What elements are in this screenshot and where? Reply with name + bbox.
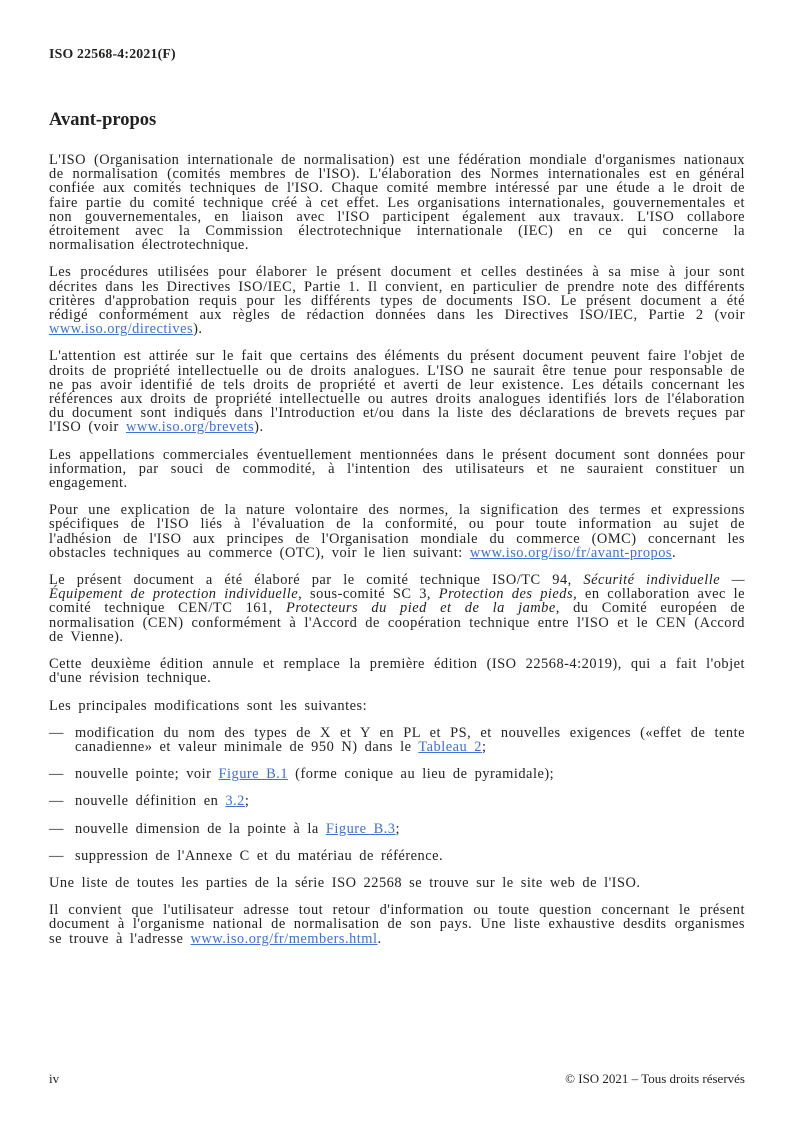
inline-link[interactable]: Tableau 2 bbox=[418, 738, 482, 755]
dash-marker: — bbox=[49, 766, 64, 783]
paragraph-procedures bbox=[49, 265, 745, 336]
text-run: nouvelle définition en bbox=[75, 793, 226, 810]
paragraph-series-list bbox=[49, 876, 745, 890]
dash-marker: — bbox=[49, 820, 64, 837]
text-run: nouvelle pointe; voir bbox=[75, 766, 219, 783]
list-item-text bbox=[75, 767, 745, 781]
copyright-notice: © ISO 2021 – Tous droits réservés bbox=[565, 1071, 745, 1086]
paragraph-committee bbox=[49, 573, 745, 644]
dash-marker: — bbox=[49, 724, 64, 741]
text-run: , du Comité européen de normalisation (CEN) conformément à l'Accord de coopération technique entre l'ISO et le CEN (Accord de Vienne). bbox=[49, 600, 745, 645]
inline-link[interactable]: www.iso.org/brevets bbox=[125, 419, 255, 436]
text-run: Cette deuxième édition annule et remplace la première édition (ISO 22568-4:2019), qui a fait l'objet d'une révision technique. bbox=[49, 656, 745, 687]
list-item bbox=[49, 767, 745, 781]
text-run: modification du nom des types de X et Y en PL et PS, et nouvelles exigences («effet de tente canadienne» et valeur minimale de 950 N) dans le bbox=[75, 724, 745, 755]
inline-link[interactable]: www.iso.org/directives bbox=[49, 321, 194, 338]
text-run: , en collaboration avec le comité technique CEN/TC 161, bbox=[49, 586, 745, 617]
paragraph-trade-names bbox=[49, 448, 745, 491]
running-header: ISO 22568-4:2021(F) bbox=[49, 46, 176, 61]
list-item-text bbox=[75, 726, 745, 754]
inline-link[interactable]: 3.2 bbox=[225, 793, 245, 810]
text-run: ; bbox=[395, 820, 400, 837]
text-run: . bbox=[672, 544, 677, 561]
text-run: nouvelle dimension de la pointe à la bbox=[75, 820, 326, 837]
inline-link[interactable]: www.iso.org/iso/fr/avant-propos bbox=[469, 544, 673, 561]
text-run: Les appellations commerciales éventuellement mentionnées dans le présent document sont données pour information, par souci de commodité, à l'intention des utilisateurs et ne sauraient constituer un engagement. bbox=[49, 446, 745, 492]
text-run: (forme conique au lieu de pyramidale); bbox=[288, 766, 555, 783]
list-item bbox=[49, 849, 745, 863]
modifications-list bbox=[49, 726, 745, 863]
italic-text: Sécurité individuelle — Équipement de protection individuelle bbox=[49, 572, 745, 603]
inline-link[interactable]: www.iso.org/fr/members.html bbox=[190, 930, 378, 947]
page-number: iv bbox=[49, 1071, 60, 1086]
list-item-text bbox=[75, 849, 745, 863]
text-run: ). bbox=[193, 321, 203, 338]
paragraph-feedback bbox=[49, 903, 745, 946]
text-run: Pour une explication de la nature volontaire des normes, la signification des termes et expressions spécifiques de l'ISO liés à l'évaluation de la conformité, ou pour toute information au sujet de l'adhésion de l'ISO aux principes de l'Organisation mondiale du commerce (OMC) concernant les obstacles techniques au commerce (OTC), voir le lien suivant: bbox=[49, 502, 745, 561]
text-run: suppression de l'Annexe C et du matériau de référence. bbox=[75, 847, 444, 864]
list-item-text bbox=[75, 794, 745, 808]
list-item-text bbox=[75, 822, 745, 836]
text-run: ). bbox=[254, 419, 264, 436]
text-run: , sous-comité SC 3, bbox=[298, 586, 439, 603]
italic-text: Protection des pieds bbox=[438, 586, 574, 603]
dash-marker: — bbox=[49, 793, 64, 810]
text-run: ; bbox=[481, 738, 487, 755]
paragraph-iso-intro bbox=[49, 153, 745, 252]
text-run: ; bbox=[244, 793, 250, 810]
text-run: Les procédures utilisées pour élaborer le présent document et celles destinées à sa mise à jour sont décrites dans les Directives ISO/IEC, Partie 1. Il convient, en particulier de prendre note des différents critères d'approbation requis pour les différents types de documents ISO. Le présent document a été rédigé conformément aux règles de rédaction données dans les Directives ISO/IEC, Partie 2 (voir bbox=[49, 264, 745, 324]
dash-marker: — bbox=[49, 847, 64, 864]
italic-text: Protecteurs du pied et de la jambe bbox=[286, 600, 556, 617]
text-run: . bbox=[377, 930, 382, 947]
text-run: Il convient que l'utilisateur adresse tout retour d'information ou toute question concernant le présent document à l'organisme national de normalisation de son pays. Une liste exhaustive desdits organismes se trouve à l'adresse bbox=[49, 902, 745, 947]
paragraph-wto bbox=[49, 503, 745, 560]
text-run: Le présent document a été élaboré par le comité technique ISO/TC 94, bbox=[49, 572, 584, 589]
text-run: Une liste de toutes les parties de la série ISO 22568 se trouve sur le site web de l'ISO. bbox=[49, 874, 641, 891]
page-footer bbox=[49, 1071, 745, 1086]
text-run: L'attention est attirée sur le fait que certains des éléments du présent document peuvent faire l'objet de droits de propriété intellectuelle ou de droits analogues. L'ISO ne saurait être tenue pour responsable de ne pas avoir identifié de tels droits de propriété et averti de leur existence. Les détails concernant les références aux droits de propriété intellectuelle ou autres droits analogues identifiés lors de l'élaboration du document sont indiqués dans l'Introduction et/ou dans la liste des déclarations de brevets reçues par l'ISO (voir bbox=[49, 348, 745, 436]
section-title: Avant-propos bbox=[49, 110, 157, 130]
list-item bbox=[49, 822, 745, 836]
inline-link[interactable]: Figure B.3 bbox=[325, 820, 396, 837]
list-item bbox=[49, 726, 745, 754]
list-item bbox=[49, 794, 745, 808]
paragraph-edition bbox=[49, 657, 745, 685]
paragraph-patents bbox=[49, 349, 745, 434]
inline-link[interactable]: Figure B.1 bbox=[218, 766, 289, 783]
modifications-list-intro: Les principales modifications sont les suivantes: bbox=[49, 697, 368, 714]
text-run: L'ISO (Organisation internationale de normalisation) est une fédération mondiale d'organismes nationaux de normalisation (comités membres de l'ISO). L'élaboration des Normes internationales est en général confiée aux comités techniques de l'ISO. Chaque comité membre intéressé par une étude a le droit de faire partie du comité technique créé à cet effet. Les organisations internationales, gouvernementales et non gouvernementales, en liaison avec l'ISO participent également aux travaux. L'ISO collabore étroitement avec la Commission électrotechnique internationale (IEC) en ce qui concerne la normalisation électrotechnique. bbox=[49, 152, 745, 254]
